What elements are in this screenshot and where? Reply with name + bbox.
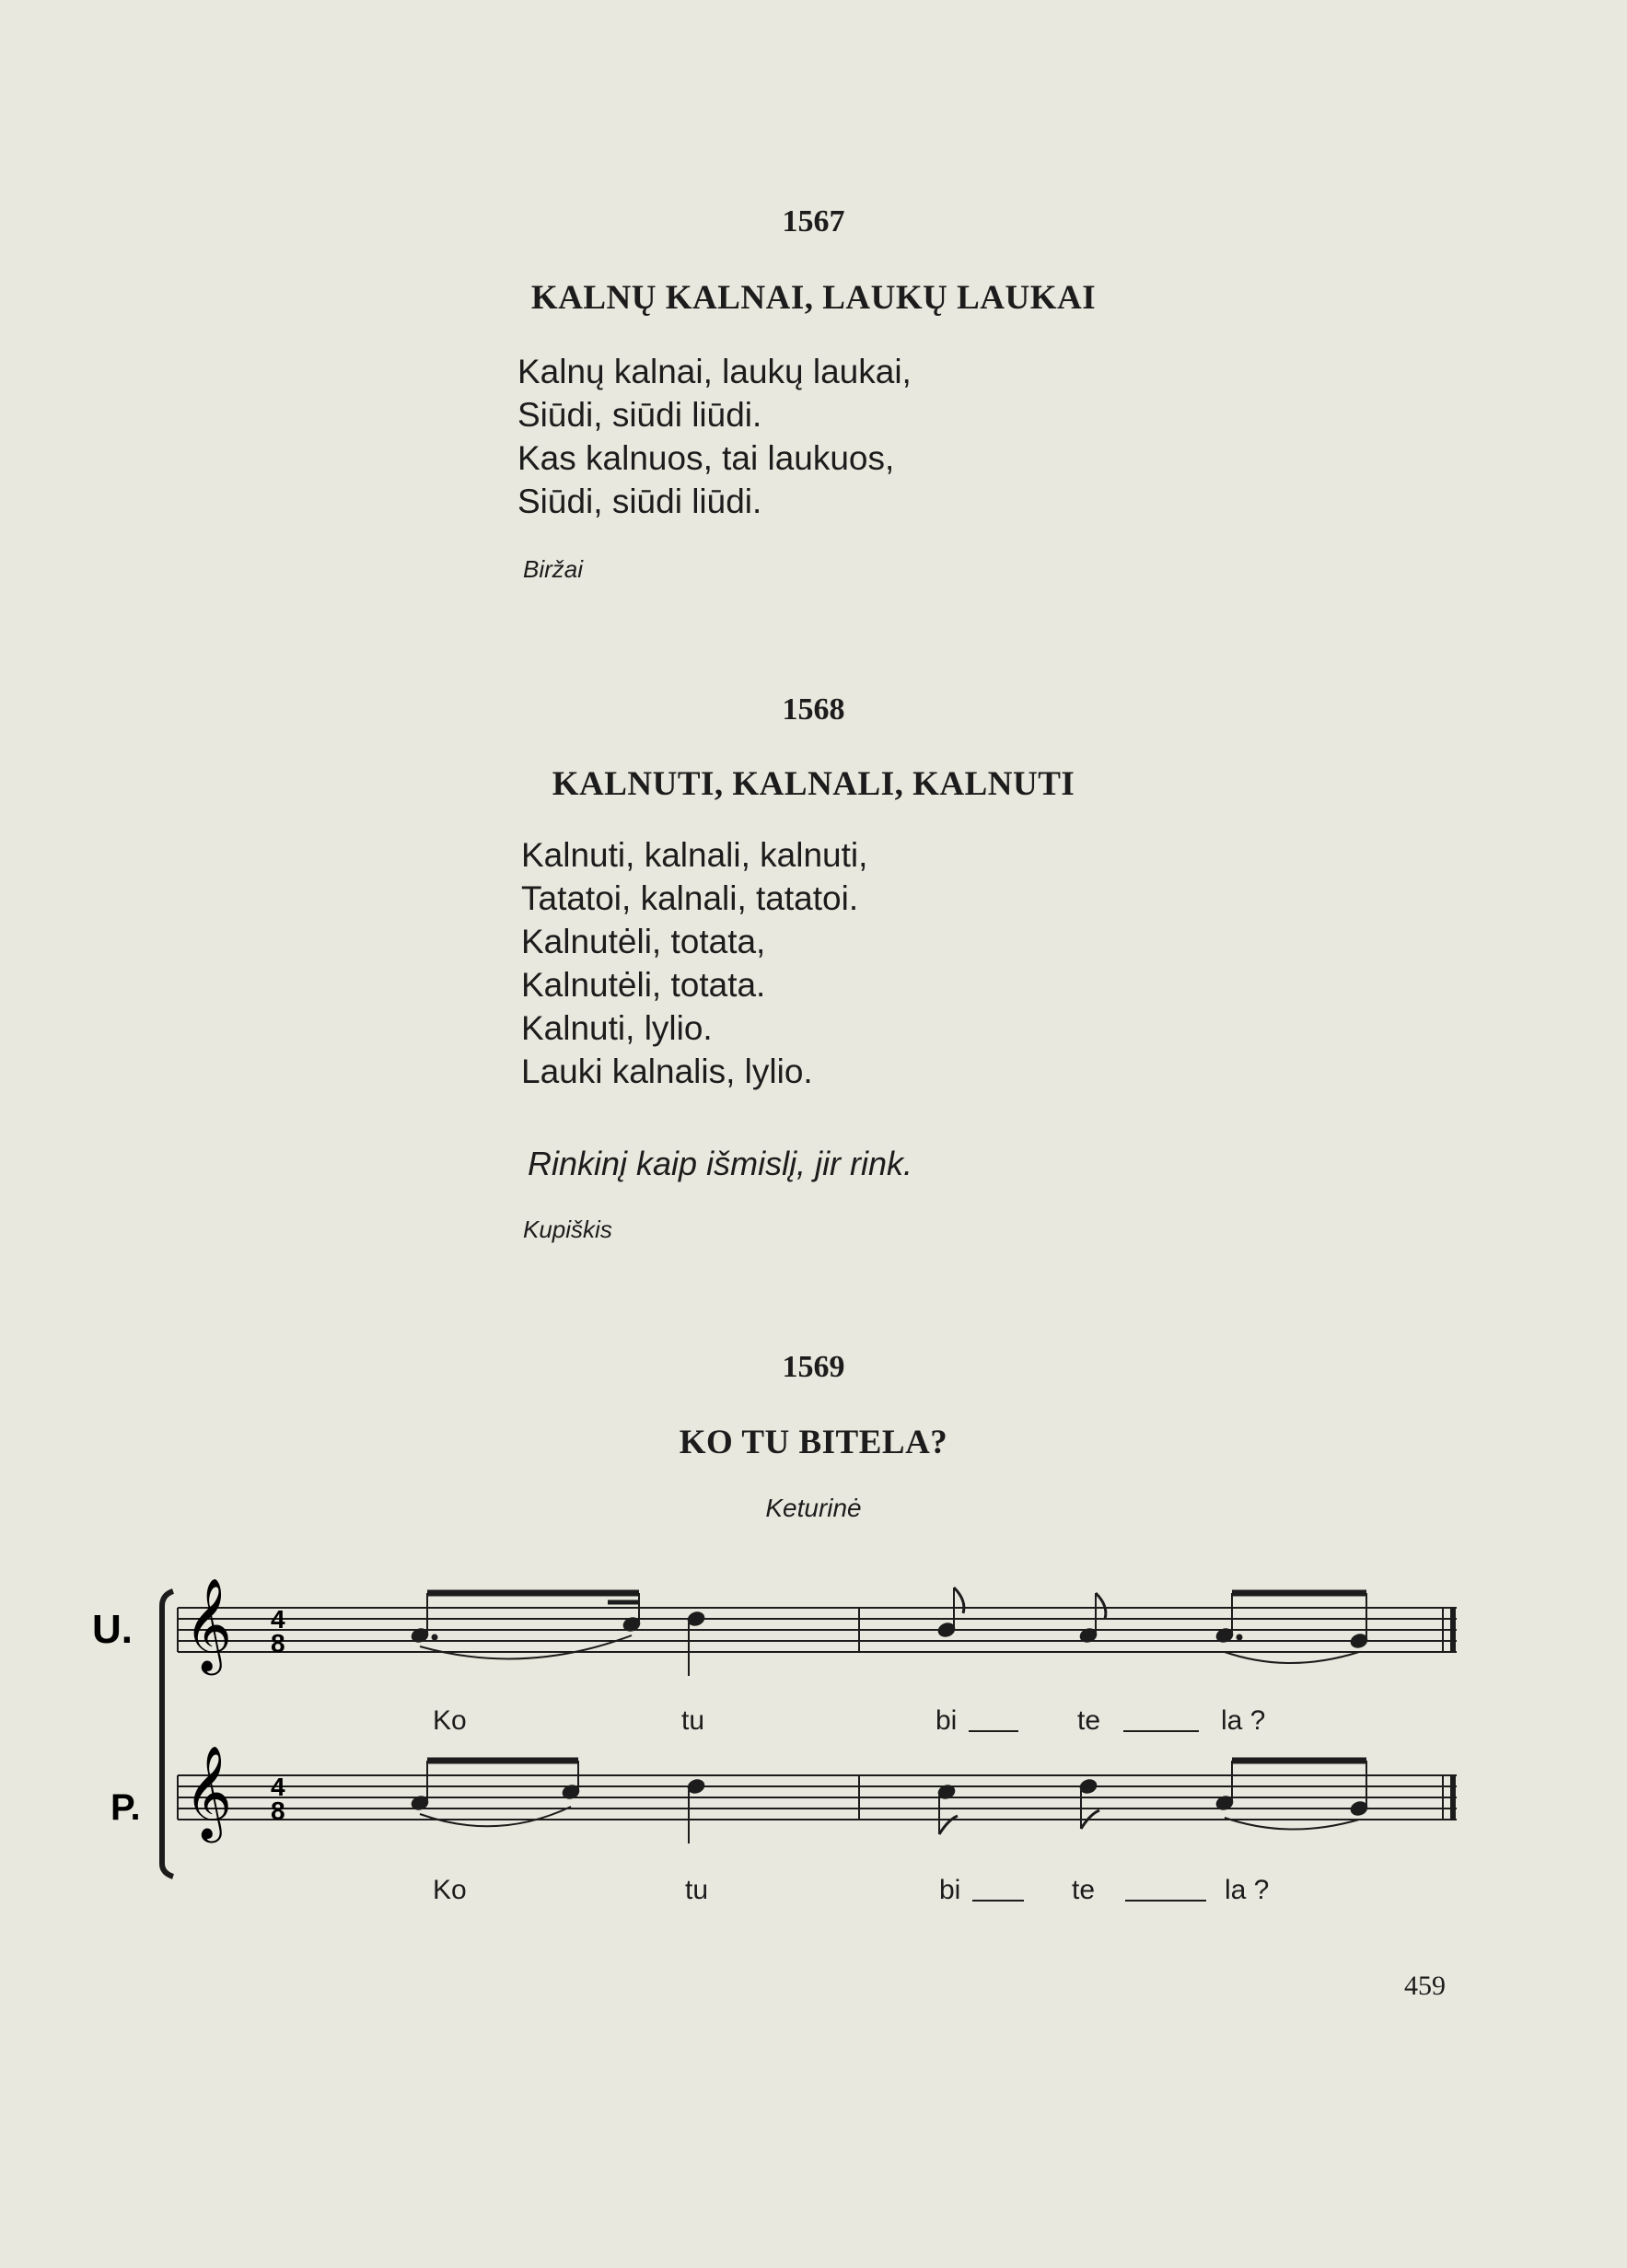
verse-line: Tatatoi, kalnali, tatatoi.: [521, 879, 859, 917]
lyric-syllable: Ko: [433, 1875, 467, 1905]
staff-upper: [178, 1608, 1457, 1652]
song-note: Rinkinį kaip išmislį, jir rink.: [528, 1145, 913, 1182]
verse-line: Kalnuti, lylio.: [521, 1009, 713, 1047]
lyrics-lower: [433, 1875, 1269, 1905]
verse-line: Siūdi, siūdi liūdi.: [517, 483, 762, 520]
song-title: KALNŲ KALNAI, LAUKŲ LAUKAI: [530, 279, 1097, 317]
song-number: 1568: [782, 692, 845, 727]
verse-line: Kalnuti, kalnali, kalnuti,: [521, 836, 868, 874]
lyric-syllable: te: [1077, 1705, 1101, 1736]
verse-line: Kalnutėli, totata,: [521, 923, 766, 960]
lyric-syllable: tu: [681, 1705, 705, 1736]
song-verses: [517, 350, 912, 523]
lyric-syllable: la ?: [1225, 1875, 1270, 1905]
song-title: KO TU BITELA?: [679, 1424, 948, 1461]
verse-line: Lauki kalnalis, lylio.: [521, 1053, 813, 1090]
song-origin-place: Kupiškis: [523, 1215, 612, 1243]
song-verses: [521, 833, 867, 1093]
lyric-syllable: Ko: [433, 1705, 467, 1736]
music-score: [0, 1565, 1627, 1934]
time-signature-bottom: 8: [271, 1797, 285, 1825]
notes-lower: [410, 1761, 1369, 1843]
lyric-syllable: tu: [685, 1875, 709, 1905]
page-number: 459: [1404, 1971, 1446, 2001]
notes-upper: [410, 1588, 1369, 1676]
staff-lower: [178, 1775, 1457, 1820]
verse-line: Siūdi, siūdi liūdi.: [517, 396, 762, 434]
system-bracket: [162, 1591, 173, 1877]
lyrics-upper: [433, 1705, 1265, 1736]
song-number: 1567: [782, 204, 845, 238]
song-number: 1569: [782, 1350, 845, 1384]
song-origin-place: Biržai: [523, 555, 584, 583]
lyric-syllable: bi: [936, 1705, 958, 1736]
treble-clef-icon: 𝄞: [184, 1578, 233, 1669]
verse-line: Kalnų kalnai, laukų laukai,: [517, 353, 912, 390]
lyric-syllable: la ?: [1221, 1705, 1266, 1736]
time-signature-top: 4: [271, 1773, 285, 1801]
verse-line: Kas kalnuos, tai laukuos,: [517, 439, 895, 477]
time-signature-top: 4: [271, 1605, 285, 1634]
treble-clef-icon: 𝄞: [184, 1746, 233, 1837]
part-label: P.: [110, 1787, 141, 1828]
time-signature-bottom: 8: [271, 1629, 285, 1657]
song-tempo: Keturinė: [765, 1494, 862, 1522]
verse-line: Kalnutėli, totata.: [521, 966, 766, 1004]
lyric-syllable: te: [1072, 1875, 1096, 1905]
lyric-syllable: bi: [939, 1875, 961, 1905]
song-title: KALNUTI, KALNALI, KALNUTI: [552, 765, 1075, 803]
part-label: U.: [92, 1607, 133, 1652]
